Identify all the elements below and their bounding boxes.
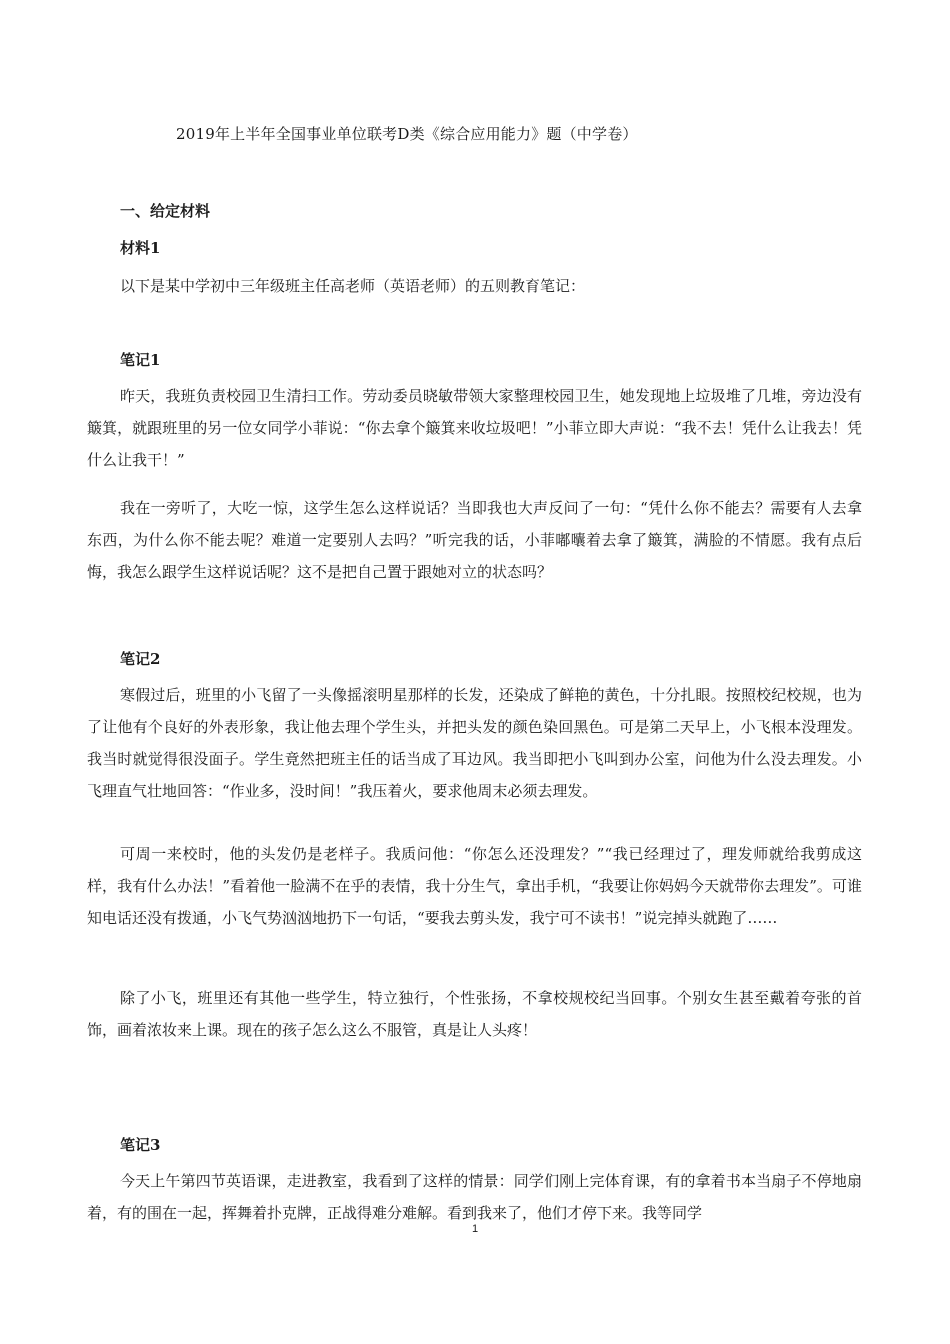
- note-3-paragraph-1: 今天上午第四节英语课，走进教室，我看到了这样的情景：同学们刚上完体育课，有的拿着书本当扇子不停地扇着，有的围在一起，挥舞着扑克牌，正战得难分难解。看到我来了，他们才停下来。我等同学: [87, 1172, 862, 1222]
- material-label: 材料1: [120, 239, 161, 257]
- note-1-paragraph-1: 昨天，我班负责校园卫生清扫工作。劳动委员晓敏带领大家整理校园卫生，她发现地上垃圾堆了几堆，旁边没有簸箕，就跟班里的另一位女同学小菲说：“你去拿个簸箕来收垃圾吧！”小菲立即大声说：“我不去！凭什么让我去！凭什么让我干！”: [87, 387, 862, 469]
- page-number: 1: [471, 1223, 479, 1235]
- note-1-heading: 笔记1: [120, 351, 161, 369]
- document-title: 2019年上半年全国事业单位联考D类《综合应用能力》题（中学卷）: [176, 125, 638, 143]
- note-1-paragraph-2: 我在一旁听了，大吃一惊，这学生怎么这样说话？当即我也大声反问了一句：“凭什么你不能去？需要有人去拿东西，为什么你不能去呢？难道一定要别人去吗？”听完我的话，小菲嘟囔着去拿了簸箕，满脸的不情愿。我有点后悔，我怎么跟学生这样说话呢？这不是把自己置于跟她对立的状态吗？: [87, 499, 862, 581]
- note-2-paragraph-1: 寒假过后，班里的小飞留了一头像摇滚明星那样的长发，还染成了鲜艳的黄色，十分扎眼。按照校纪校规，也为了让他有个良好的外表形象，我让他去理个学生头，并把头发的颜色染回黑色。可是第二天早上，小飞根本没理发。我当时就觉得很没面子。学生竟然把班主任的话当成了耳边风。我当即把小飞叫到办公室，问他为什么没去理发。小飞理直气壮地回答：“作业多，没时间！”我压着火，要求他周末必须去理发。: [87, 686, 862, 800]
- note-3-heading: 笔记3: [120, 1136, 161, 1154]
- material-intro: 以下是某中学初中三年级班主任高老师（英语老师）的五则教育笔记：: [120, 277, 586, 295]
- note-2-paragraph-2: 可周一来校时，他的头发仍是老样子。我质问他：“你怎么还没理发？”“我已经理过了，理发师就给我剪成这样，我有什么办法！”看着他一脸满不在乎的表情，我十分生气，拿出手机，“我要让你妈妈今天就带你去理发”。可谁知电话还没有拨通，小飞气势汹汹地扔下一句话，“要我去剪头发，我宁可不读书！”说完掉头就跑了……: [87, 845, 862, 927]
- section-heading: 一、给定材料: [120, 202, 211, 220]
- note-2-heading: 笔记2: [120, 650, 161, 668]
- note-2-paragraph-3: 除了小飞，班里还有其他一些学生，特立独行，个性张扬，不拿校规校纪当回事。个别女生甚至戴着夸张的首饰，画着浓妆来上课。现在的孩子怎么这么不服管，真是让人头疼！: [87, 989, 862, 1039]
